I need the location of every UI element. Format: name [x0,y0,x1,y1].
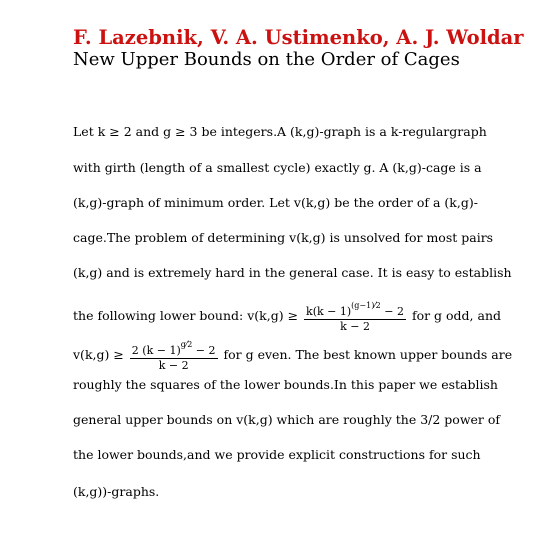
abstract-line: with girth (length of a smallest cycle) exactly g. A (k,g)-cage is a [73,160,482,175]
fraction-numerator: 2 $(k - 1)^{g⁄2} - 2$ [131,340,216,357]
odd-bound-fraction [304,299,406,334]
fraction-numerator: $k(k - 1)^{(g-1)⁄2} - 2$ [306,301,404,318]
formula-lead-text: the following lower bound: v(k,g) ≥ [73,308,299,323]
paper-title: New Upper Bounds on the Order of Cages [73,49,460,70]
abstract-line-formula-even [73,338,512,373]
formula-tail-text: for g odd, and [411,308,502,323]
abstract-line: (k,g) and is extremely hard in the general case. It is easy to establish [73,265,512,280]
abstract-line: the lower bounds,and we provide explicit constructions for such [73,447,481,462]
abstract-line-formula-odd [73,299,501,334]
fraction-denominator: k − 2 [158,359,189,372]
exponent: (g−1)⁄2 [351,301,381,310]
abstract-line: general upper bounds on v(k,g) which are roughly the 3/2 power of [73,412,501,427]
abstract-line: roughly the squares of the lower bounds.In this paper we establish [73,377,498,392]
abstract-line: cage.The problem of determining v(k,g) is unsolved for most pairs [73,230,494,245]
even-bound-fraction [130,338,218,373]
abstract-line: (k,g)-graph of minimum order. Let v(k,g) be the order of a (k,g)- [73,195,478,210]
fraction-denominator: k − 2 [340,320,370,333]
paper-authors: F. Lazebnik, V. A. Ustimenko, A. J. Woldar [73,26,524,49]
exponent: g⁄2 [180,340,193,349]
abstract-line: (k,g))-graphs. [73,484,160,499]
formula-lead-text: v(k,g) ≥ [73,347,124,362]
abstract-line: Let k ≥ 2 and g ≥ 3 be integers.A (k,g)-graph is a k-regulargraph [73,124,487,139]
formula-tail-text: for g even. The best known upper bounds are [223,347,513,362]
